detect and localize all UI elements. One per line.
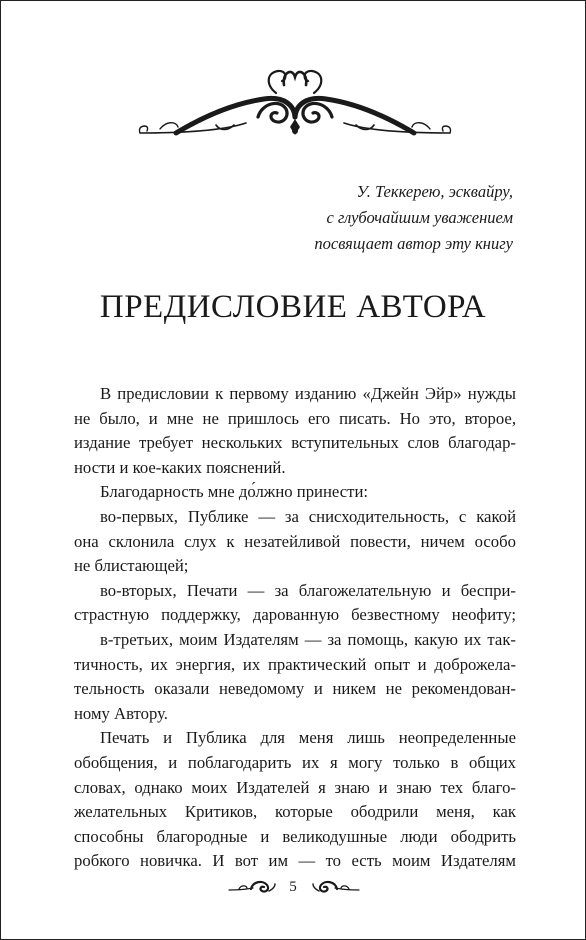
text-line: Благодарность мне до́лжно принести: (100, 482, 369, 502)
dedication-line: с глубочайшим уважением (326, 208, 513, 227)
page-footer (1, 875, 585, 899)
text-line: робкого новичка. И вот им — то есть моим Издателям (74, 851, 516, 871)
text-line: во-первых, Публике — за снисходительность, с какой (100, 506, 516, 526)
dedication (314, 179, 513, 257)
text-line: обобщения, и поблагодарить их я могу только в общих (74, 752, 516, 772)
text-line: способны благородные и великодушные люди ободрить (74, 826, 516, 846)
text-line: не было, и мне не пришлось его писать. Но это, второе, (74, 408, 516, 428)
text-line: тельность оказали неведомому и никем не рекомендован- (74, 679, 516, 699)
page-number: 5 (289, 879, 297, 895)
body-text (74, 382, 516, 874)
dedication-line: посвящает автор эту книгу (314, 234, 513, 253)
text-line: В предисловии к первому изданию «Джейн Эйр» нужды (100, 384, 516, 403)
text-line: тичность, их энергия, их практический опыт и доброжела- (74, 654, 516, 674)
text-line: словах, однако моих Издателей я знаю и знаю тех благо- (74, 777, 516, 797)
text-line: страстную поддержку, дарованную безвестному неофиту; (74, 605, 516, 625)
text-line: ному Автору. (74, 703, 168, 723)
ornament-icon (136, 59, 454, 143)
text-line: издание требует нескольких вступительных слов благодар- (74, 433, 516, 453)
text-line: в-третьих, моим Издателям — за помощь, какую их так- (100, 629, 516, 649)
text-line: не блистающей; (74, 556, 189, 576)
text-line: Печать и Публика для меня лишь неопределенные (100, 728, 516, 748)
chapter-title: ПРЕДИСЛОВИЕ АВТОРА (99, 289, 487, 325)
text-line: ности и кое-каких пояснений. (74, 457, 286, 477)
dedication-line: У. Теккерею, эсквайру, (356, 182, 513, 201)
footer-right-flourish-icon (311, 879, 361, 895)
text-line: желательных Критиков, которые ободрили меня, как (74, 802, 516, 822)
text-line: во-вторых, Печати — за благожелательную и беспри- (100, 580, 516, 600)
text-line: она склонила слух к незатейливой повести, ничем особо (74, 531, 516, 551)
